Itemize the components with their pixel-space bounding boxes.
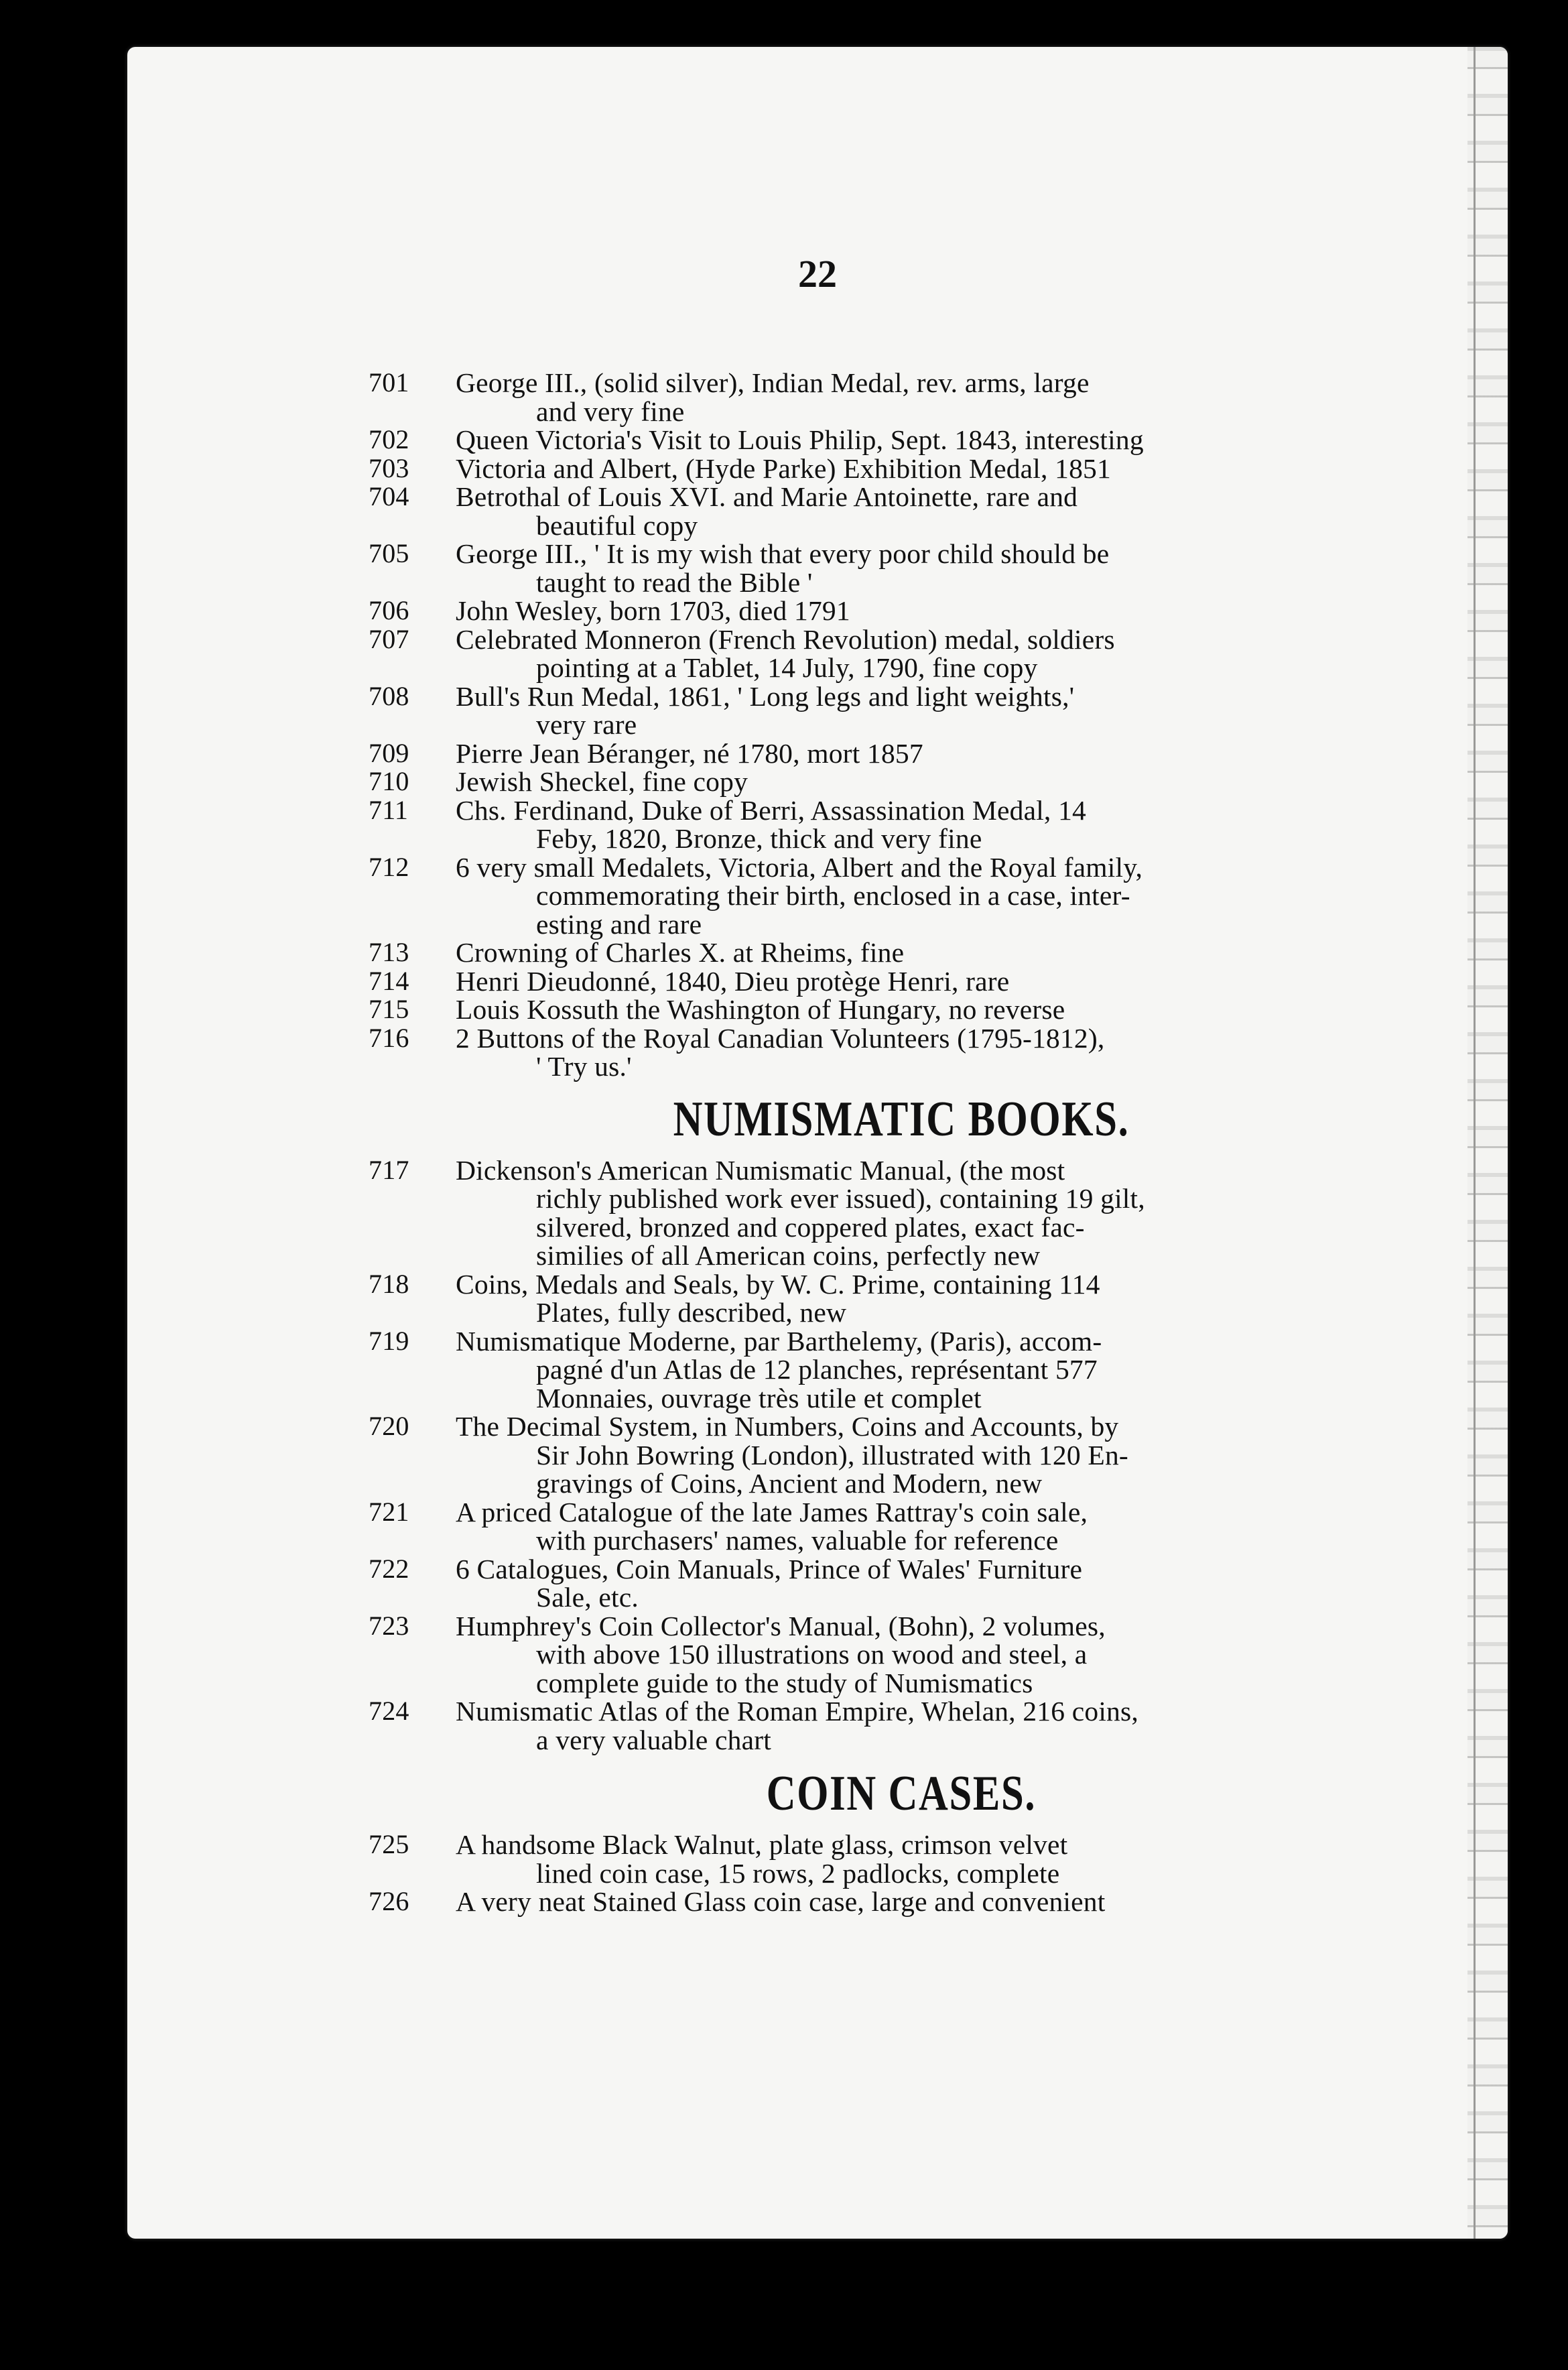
books-section xyxy=(369,1154,1427,1755)
lot-description: Pierre Jean Béranger, né 1780, mort 1857 xyxy=(456,737,923,769)
lot-description-continued: very rare xyxy=(536,709,637,740)
lot-description: 6 very small Medalets, Victoria, Albert and the Royal family, xyxy=(456,851,1143,883)
lot-number: 719 xyxy=(369,1325,409,1356)
entries xyxy=(369,367,1427,1917)
lot-description: A handsome Black Walnut, plate glass, crimson velvet xyxy=(456,1829,1068,1860)
lot-description: Betrothal of Louis XVI. and Marie Antoinette, rare and xyxy=(456,481,1078,512)
lot-description-continued: taught to read the Bible ' xyxy=(536,566,813,598)
coin-cases-section xyxy=(369,1829,1427,1917)
lot-description-continued: esting and rare xyxy=(536,908,702,940)
lot-number: 714 xyxy=(369,965,409,996)
lot-number: 703 xyxy=(369,452,409,483)
lot-description-continued: a very valuable chart xyxy=(536,1724,771,1755)
lot-description: Dickenson's American Numismatic Manual, (the most xyxy=(456,1154,1065,1186)
lot-description: Numismatique Moderne, par Barthelemy, (Paris), accom- xyxy=(456,1325,1102,1357)
lot-number: 723 xyxy=(369,1610,409,1641)
catalogue-entry xyxy=(369,1829,1427,1889)
catalogue-entry xyxy=(369,595,1427,626)
lot-number: 712 xyxy=(369,851,409,882)
lot-description: Henri Dieudonné, 1840, Dieu protège Henri, rare xyxy=(456,965,1010,997)
catalogue-entry xyxy=(369,680,1427,740)
catalogue-entry xyxy=(369,965,1427,997)
lot-description: Crowning of Charles X. at Rheims, fine xyxy=(456,937,905,968)
page-number: 22 xyxy=(798,252,837,296)
lot-number: 716 xyxy=(369,1022,409,1053)
lot-number: 704 xyxy=(369,481,409,511)
lot-description-continued: commemorating their birth, enclosed in a case, inter- xyxy=(536,880,1130,911)
lot-number: 709 xyxy=(369,737,409,768)
lot-description-continued: pointing at a Tablet, 14 July, 1790, fine copy xyxy=(536,652,1038,683)
lot-number: 724 xyxy=(369,1696,409,1726)
lot-description: John Wesley, born 1703, died 1791 xyxy=(456,595,850,626)
lot-description: A very neat Stained Glass coin case, large and convenient xyxy=(456,1886,1106,1917)
catalogue-entry xyxy=(369,937,1427,968)
lot-number: 706 xyxy=(369,595,409,625)
lot-number: 710 xyxy=(369,766,409,796)
catalogue-entry xyxy=(369,538,1427,598)
lot-number: 713 xyxy=(369,937,409,967)
lot-description: The Decimal System, in Numbers, Coins and Accounts, by xyxy=(456,1411,1119,1442)
catalogue-entry xyxy=(369,1325,1427,1414)
catalogue-entry xyxy=(369,1696,1427,1755)
lot-description-continued: richly published work ever issued), containing 19 gilt, xyxy=(536,1183,1145,1214)
lot-description-continued: lined coin case, 15 rows, 2 padlocks, complete xyxy=(536,1857,1060,1889)
lot-description: A priced Catalogue of the late James Rattray's coin sale, xyxy=(456,1496,1088,1527)
lot-number: 720 xyxy=(369,1411,409,1441)
catalogue-entry xyxy=(369,1610,1427,1698)
catalogue-entry xyxy=(369,452,1427,484)
lot-number: 707 xyxy=(369,623,409,654)
lot-description-continued: with purchasers' names, valuable for reference xyxy=(536,1525,1059,1556)
catalogue-entry xyxy=(369,1268,1427,1328)
lot-description-continued: silvered, bronzed and coppered plates, exact fac- xyxy=(536,1211,1085,1243)
lot-description: Chs. Ferdinand, Duke of Berri, Assassination Medal, 14 xyxy=(456,794,1086,826)
lot-description-continued: Sale, etc. xyxy=(536,1582,639,1613)
medals-section xyxy=(369,367,1427,1082)
catalogue-entry xyxy=(369,1886,1427,1917)
lot-description-continued: ' Try us.' xyxy=(536,1051,632,1082)
lot-number: 726 xyxy=(369,1886,409,1916)
lot-description-continued: pagné d'un Atlas de 12 planches, représentant 577 xyxy=(536,1354,1098,1385)
catalogue-entry xyxy=(369,1411,1427,1499)
catalogue-entry xyxy=(369,737,1427,769)
lot-description: George III., ' It is my wish that every poor child should be xyxy=(456,538,1110,569)
lot-description: Celebrated Monneron (French Revolution) medal, soldiers xyxy=(456,623,1115,655)
lot-description-continued: complete guide to the study of Numismatics xyxy=(536,1667,1033,1698)
lot-number: 708 xyxy=(369,680,409,711)
lot-description: 6 Catalogues, Coin Manuals, Prince of Wales' Furniture xyxy=(456,1553,1083,1584)
lot-number: 711 xyxy=(369,794,409,825)
lot-description-continued: Monnaies, ouvrage très utile et complet xyxy=(536,1382,982,1414)
catalogue-entry xyxy=(369,424,1427,455)
catalogue-entry xyxy=(369,851,1427,940)
lot-description: Victoria and Albert, (Hyde Parke) Exhibition Medal, 1851 xyxy=(456,452,1111,484)
lot-description: Queen Victoria's Visit to Louis Philip, Sept. 1843, interesting xyxy=(456,424,1144,455)
catalogue-entry xyxy=(369,367,1427,427)
catalogue-entry xyxy=(369,481,1427,541)
catalogue-entry xyxy=(369,766,1427,797)
lot-description: Louis Kossuth the Washington of Hungary, no reverse xyxy=(456,994,1065,1025)
lot-number: 701 xyxy=(369,367,409,397)
catalogue-entry xyxy=(369,1553,1427,1613)
catalogue-entry xyxy=(369,1022,1427,1082)
lot-description-continued: Feby, 1820, Bronze, thick and very fine xyxy=(536,823,982,854)
lot-description: Coins, Medals and Seals, by W. C. Prime, containing 114 xyxy=(456,1268,1100,1300)
page-edge-line xyxy=(1474,47,1476,2239)
catalogue-entry xyxy=(369,994,1427,1025)
catalogue-entry xyxy=(369,1496,1427,1556)
lot-number: 718 xyxy=(369,1268,409,1299)
lot-description-continued: with above 150 illustrations on wood and steel, a xyxy=(536,1639,1088,1670)
catalogue-entry xyxy=(369,1154,1427,1271)
lot-number: 722 xyxy=(369,1553,409,1584)
lot-description-continued: beautiful copy xyxy=(536,509,698,541)
lot-number: 717 xyxy=(369,1154,409,1185)
catalogue-entry xyxy=(369,794,1427,854)
lot-number: 725 xyxy=(369,1829,409,1859)
catalogue-entry xyxy=(369,623,1427,683)
lot-number: 721 xyxy=(369,1496,409,1527)
catalogue-page xyxy=(127,47,1508,2239)
lot-description-continued: Sir John Bowring (London), illustrated with 120 En- xyxy=(536,1439,1128,1471)
lot-description: Bull's Run Medal, 1861, ' Long legs and light weights,' xyxy=(456,680,1075,712)
lot-number: 705 xyxy=(369,538,409,568)
lot-description-continued: Plates, fully described, new xyxy=(536,1297,847,1328)
lot-description-continued: and very fine xyxy=(536,395,685,427)
lot-description: Numismatic Atlas of the Roman Empire, Whelan, 216 coins, xyxy=(456,1696,1138,1727)
lot-description: Jewish Sheckel, fine copy xyxy=(456,766,748,797)
lot-number: 702 xyxy=(369,424,409,454)
lot-number: 715 xyxy=(369,994,409,1024)
lot-description-continued: similies of all American coins, perfectly new xyxy=(536,1240,1041,1271)
lot-description: 2 Buttons of the Royal Canadian Volunteers (1795-1812), xyxy=(456,1022,1105,1054)
lot-description-continued: gravings of Coins, Ancient and Modern, new xyxy=(536,1468,1043,1499)
lot-description: George III., (solid silver), Indian Medal, rev. arms, large xyxy=(456,367,1090,398)
heading-numismatic-books: NUMISMATIC BOOKS. xyxy=(673,1091,1130,1147)
lot-description: Humphrey's Coin Collector's Manual, (Bohn), 2 volumes, xyxy=(456,1610,1106,1641)
heading-coin-cases: COIN CASES. xyxy=(766,1766,1037,1821)
